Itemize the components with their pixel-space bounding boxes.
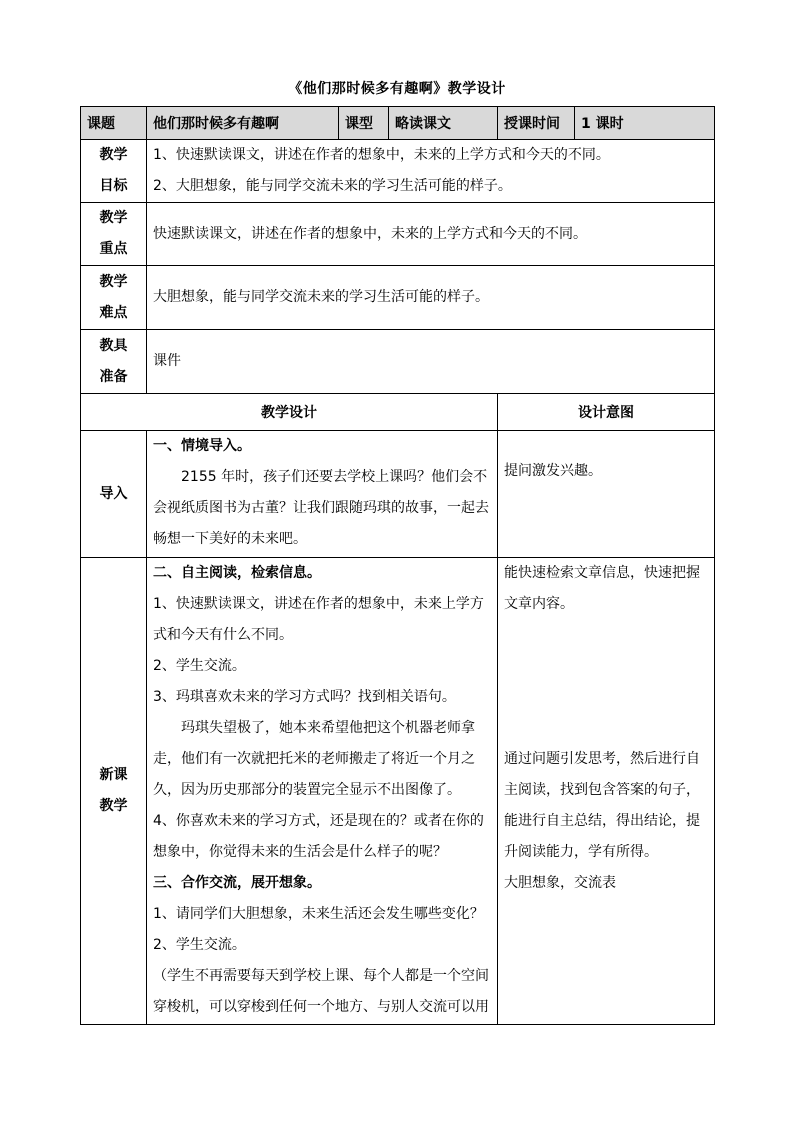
difficulty-content: 大胆想象，能与同学交流未来的学习生活可能的样子。 bbox=[147, 266, 715, 330]
new-lesson-item-5: 1、请同学们大胆想象，未来生活还会发生哪些变化？ bbox=[153, 906, 484, 922]
tools-row bbox=[81, 330, 715, 394]
type-label: 课型 bbox=[339, 107, 389, 140]
new-lesson-quote: 玛琪失望极了，她本来希望他把这个机器老师拿走，他们有一次就把托米的老师搬走了将近一个月之久，因为历史那部分的装置完全显示不出图像了。 bbox=[153, 720, 475, 798]
new-lesson-intent-3: 大胆想象，交流表 bbox=[504, 875, 616, 891]
goals-row bbox=[81, 140, 715, 203]
design-header: 教学设计 bbox=[81, 394, 498, 431]
difficulty-row bbox=[81, 266, 715, 330]
intro-intent: 提问激发兴趣。 bbox=[498, 431, 715, 558]
time-label: 授课时间 bbox=[498, 107, 575, 140]
tools-label bbox=[81, 330, 147, 394]
topic-value: 他们那时候多有趣啊 bbox=[147, 107, 339, 140]
tools-content: 课件 bbox=[147, 330, 715, 394]
document-title: 《他们那时候多有趣啊》教学设计 bbox=[288, 81, 506, 97]
new-lesson-content bbox=[147, 558, 498, 1025]
new-lesson-item-3: 3、玛琪喜欢未来的学习方式吗？找到相关语句。 bbox=[153, 689, 456, 705]
intro-paragraph: 2155 年时，孩子们还要去学校上课吗？他们会不会视纸质图书为古董？让我们跟随玛琪的故事，一起去畅想一下美好的未来吧。 bbox=[153, 469, 489, 547]
tools-label-line-1: 教具 bbox=[99, 337, 128, 354]
new-lesson-intent-1: 能快速检索文章信息，快速把握文章内容。 bbox=[504, 565, 700, 612]
new-lesson-label-line-2: 教学 bbox=[99, 798, 128, 814]
goals-line-2: 2、大胆想象，能与同学交流未来的学习生活可能的样子。 bbox=[153, 178, 512, 194]
time-value: 1 课时 bbox=[575, 107, 715, 140]
new-lesson-item-6: 2、学生交流。 bbox=[153, 937, 246, 953]
difficulty-label-line-2: 难点 bbox=[99, 304, 128, 321]
focus-row bbox=[81, 203, 715, 266]
new-lesson-label-line-1: 新课 bbox=[99, 767, 128, 783]
new-lesson-heading-1: 二、自主阅读，检索信息。 bbox=[153, 565, 321, 581]
new-lesson-item-1: 1、快速默读课文，讲述在作者的想象中，未来上学方式和今天有什么不同。 bbox=[153, 596, 484, 643]
intent-spacer bbox=[504, 620, 708, 744]
intro-label: 导入 bbox=[81, 431, 147, 558]
focus-label-line-1: 教学 bbox=[99, 210, 128, 226]
lesson-plan-table bbox=[80, 106, 715, 1025]
intro-heading: 一、情境导入。 bbox=[153, 438, 251, 454]
new-lesson-heading-2: 三、合作交流，展开想象。 bbox=[153, 875, 321, 891]
difficulty-label-line-1: 教学 bbox=[99, 273, 128, 290]
goals-label-line-1: 教学 bbox=[99, 147, 128, 163]
new-lesson-intent bbox=[498, 558, 715, 1025]
intro-content bbox=[147, 431, 498, 558]
type-value: 略读课文 bbox=[389, 107, 498, 140]
new-lesson-intent-2: 通过问题引发思考，然后进行自主阅读，找到包含答案的句子，能进行自主总结，得出结论，提升阅读能力，学有所得。 bbox=[504, 751, 700, 860]
goals-line-1: 1、快速默读课文，讲述在作者的想象中，未来的上学方式和今天的不同。 bbox=[153, 147, 610, 163]
difficulty-label bbox=[81, 266, 147, 330]
goals-content bbox=[147, 140, 715, 203]
intro-row bbox=[81, 431, 715, 558]
goals-label bbox=[81, 140, 147, 203]
topic-label: 课题 bbox=[81, 107, 147, 140]
tools-label-line-2: 准备 bbox=[99, 368, 128, 385]
new-lesson-label bbox=[81, 558, 147, 1025]
new-lesson-item-7: （学生不再需要每天到学校上课、每个人都是一个空间穿梭机，可以穿梭到任何一个地方、与别人交流可以用 bbox=[153, 968, 489, 1015]
new-lesson-row bbox=[81, 558, 715, 1025]
focus-label bbox=[81, 203, 147, 266]
header-row bbox=[81, 107, 715, 140]
intent-header: 设计意图 bbox=[498, 394, 715, 431]
new-lesson-item-4: 4、你喜欢未来的学习方式，还是现在的？或者在你的想象中，你觉得未来的生活会是什么样子的呢？ bbox=[153, 813, 484, 860]
goals-label-line-2: 目标 bbox=[99, 178, 128, 194]
new-lesson-item-2: 2、学生交流。 bbox=[153, 658, 246, 674]
section-header-row bbox=[81, 394, 715, 431]
focus-content: 快速默读课文，讲述在作者的想象中，未来的上学方式和今天的不同。 bbox=[147, 203, 715, 266]
focus-label-line-2: 重点 bbox=[99, 241, 128, 257]
